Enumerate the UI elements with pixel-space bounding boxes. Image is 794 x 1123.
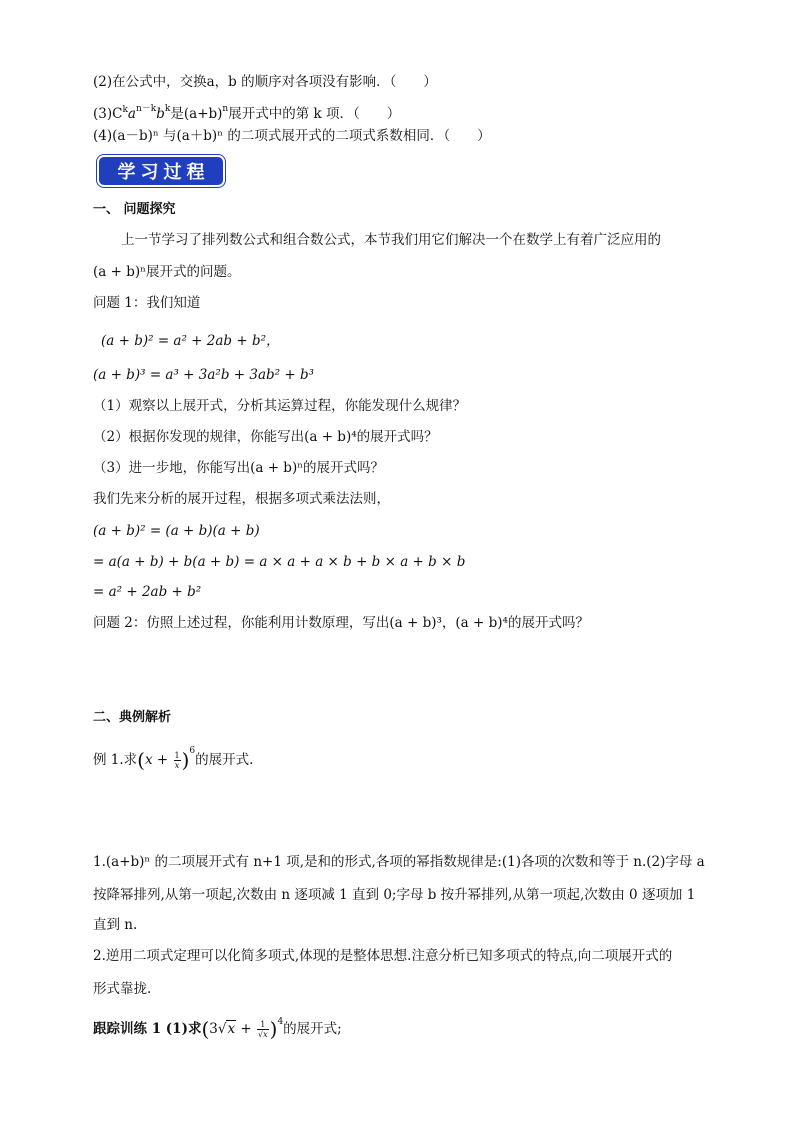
example-1-x: x	[144, 752, 153, 768]
note-1-line-2: 按降幂排列,从第一项起,次数由 n 逐项减 1 直到 0;字母 b 按升幂排列,从第一项起,次数由 0 逐项加 1	[93, 887, 696, 903]
judgment-item-3-sup-nk: n－k	[135, 104, 157, 114]
part1-intro-line2: (a + b)ⁿ展开式的问题。	[93, 264, 241, 280]
expansion-step-2: = a(a + b) + b(a + b) = a × a + a × b + b × a + b × b	[93, 554, 466, 570]
equation-cube: (a + b)³ = a³ + 3a²b + 3ab² + b³	[93, 367, 315, 383]
part1-intro-line1: 上一节学习了排列数公式和组合数公式，本节我们用它们解决一个在数学上有着广泛应用的	[121, 232, 661, 248]
note-1-line-1: 1.(a+b)ⁿ 的二项展开式有 n+1 项,是和的形式,各项的幂指数规律是:(1)各项的次数和等于 n.(2)字母 a	[93, 854, 705, 870]
practice-1-power: 4	[277, 1017, 284, 1027]
judgment-item-3-sup-k: k	[122, 105, 128, 115]
question-2: 问题 2：仿照上述过程，你能利用计数原理，写出(a + b)³，(a + b)⁴的展开式吗？	[93, 615, 589, 631]
part1-heading: 一、 问题探究	[93, 202, 176, 217]
practice-1-fraction: $\frac{1}{√x}$	[258, 1020, 268, 1039]
practice-1-prefix: 跟踪训练 1 (1)求	[93, 1021, 202, 1037]
expansion-step-1: (a + b)² = (a + b)(a + b)	[93, 523, 260, 539]
note-2-line-1: 2.逆用二项式定理可以化简多项式,体现的是整体思想.注意分析已知多项式的特点,向二项展开式的	[93, 948, 673, 964]
analysis-text: 我们先来分析的展开过程，根据多项式乘法法则，	[93, 491, 390, 507]
practice-1-suffix: 的展开式;	[283, 1021, 342, 1037]
practice-1: 跟踪训练 1 (1)求(3√x + $\frac{1}{√x}$ )$^4$的展开式;	[93, 1017, 342, 1041]
judgment-item-4: (4)(a－b)ⁿ 与(a＋b)ⁿ 的二项式展开式的二项式系数相同．（ ）	[93, 128, 491, 144]
equation-square: (a + b)² = a² + 2ab + b²，	[101, 333, 280, 349]
practice-1-radicand: x	[227, 1021, 236, 1037]
judgment-item-3: $(3)C^ka^{n-k}b^k$是$(a+b)^n$展开式中的第 k 项．（ ）	[93, 104, 401, 122]
example-1: 例 1.求(x + $\frac{1}{x}$ )$^6$的展开式.	[93, 746, 254, 772]
question-1-label: 问题 1：我们知道	[93, 295, 201, 311]
judgment-item-3-mid: 是(a+b)	[170, 106, 223, 122]
expansion-step-3: = a² + 2ab + b²	[93, 584, 202, 600]
judgment-item-3-term: a	[127, 106, 136, 122]
note-1-line-3: 直到 n.	[93, 917, 138, 933]
sub-question-1: （1）观察以上展开式，分析其运算过程，你能发现什么规律？	[93, 398, 467, 414]
judgment-item-3-suffix: 展开式中的第 k 项．（ ）	[228, 106, 401, 122]
part2-heading: 二、典例解析	[93, 710, 172, 725]
section-banner-learning-process	[99, 157, 223, 185]
section-banner-label: 学习过程	[117, 162, 210, 183]
judgment-item-3-prefix: (3)C	[93, 106, 123, 122]
sub-question-2: （2）根据你发现的规律，你能写出(a + b)⁴的展开式吗？	[93, 429, 438, 445]
practice-1-coef: 3	[209, 1021, 218, 1037]
example-1-suffix: 的展开式.	[195, 752, 254, 768]
note-2-line-2: 形式靠拢.	[93, 981, 152, 997]
judgment-item-2: (2)在公式中，交换a，b 的顺序对各项没有影响．（ ）	[93, 74, 437, 90]
example-1-prefix: 例 1.求	[93, 752, 138, 768]
example-1-fraction: $\frac{1}{x}$	[174, 751, 180, 770]
example-1-power: 6	[189, 746, 196, 756]
sub-question-3: （3）进一步地，你能写出(a + b)ⁿ的展开式吗？	[93, 460, 385, 476]
